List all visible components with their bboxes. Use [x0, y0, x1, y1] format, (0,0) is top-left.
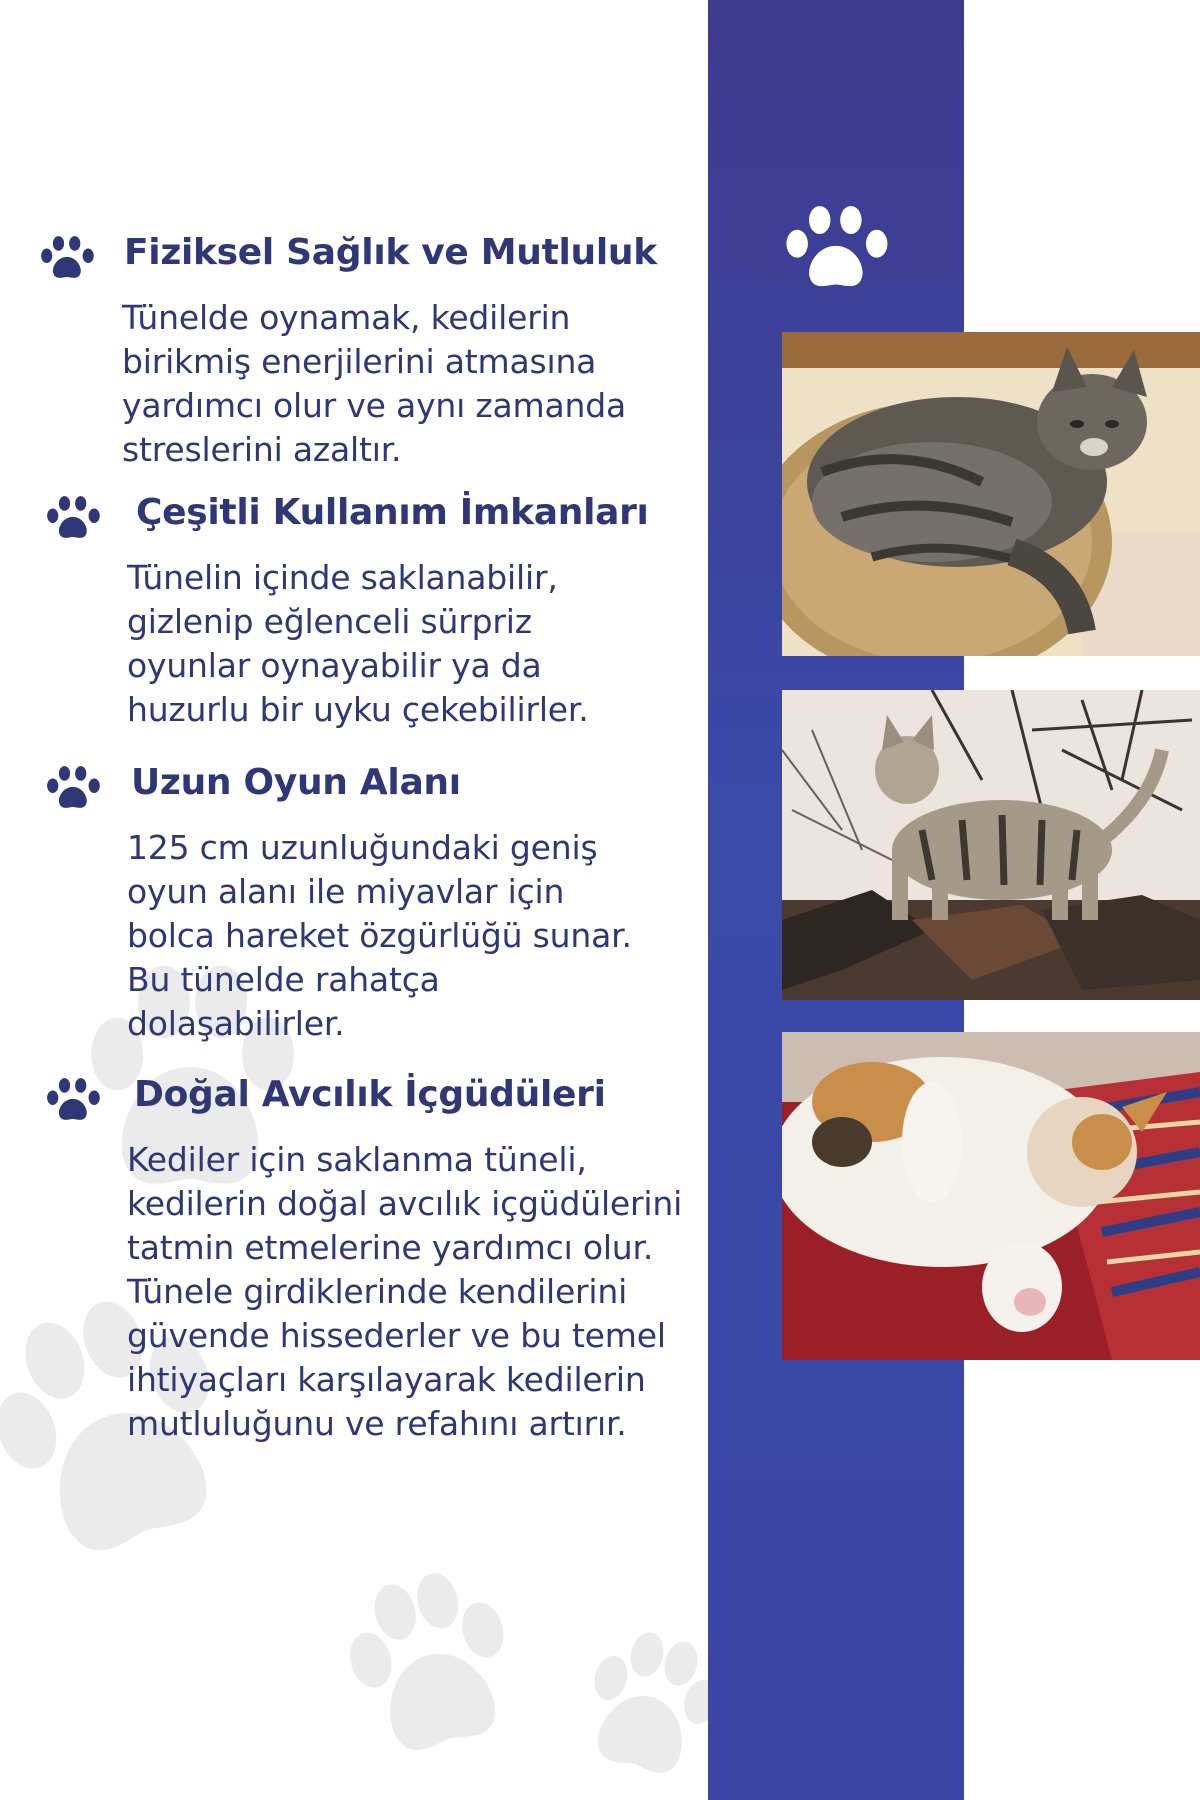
- feature-title: Fiziksel Sağlık ve Mutluluk: [124, 232, 657, 273]
- paw-icon: [40, 234, 96, 282]
- feature-title: Çeşitli Kullanım İmkanları: [136, 492, 649, 533]
- photo-cat-on-rocks: [782, 690, 1200, 1000]
- feature-body: Tünelin içinde saklanabilir, gizlenip eğlenceli sürpriz oyunlar oynayabilir ya da huzurlu bir uyku çekebilirler.: [127, 558, 589, 729]
- paw-watermark: [330, 1550, 530, 1780]
- photo-cat-on-rug: [782, 1032, 1200, 1360]
- paw-watermark: [570, 1610, 730, 1800]
- feature-body: Tünelde oynamak, kedilerin birikmiş enerjilerini atmasına yardımcı olur ve aynı zamanda streslerini azaltır.: [122, 298, 626, 469]
- paw-icon: [46, 764, 102, 812]
- feature-body: Kediler için saklanma tüneli, kedilerin doğal avcılık içgüdülerini tatmin etmelerine yardımcı olur. Tünele girdiklerinde kendilerini güvende hissederler ve bu temel ihtiyaçları karşılayarak kedilerin mutluluğunu ve refahını artırır.: [127, 1140, 683, 1443]
- paw-icon: [784, 205, 892, 291]
- paw-icon: [46, 494, 102, 542]
- feature-body: 125 cm uzunluğundaki geniş oyun alanı ile miyavlar için bolca hareket özgürlüğü sunar. Bu tünelde rahatça dolaşabilirler.: [127, 828, 632, 1043]
- feature-title: Uzun Oyun Alanı: [131, 762, 461, 803]
- photo-cat-in-basket: [782, 332, 1200, 656]
- paw-icon: [46, 1076, 102, 1124]
- feature-title: Doğal Avcılık İçgüdüleri: [134, 1074, 606, 1115]
